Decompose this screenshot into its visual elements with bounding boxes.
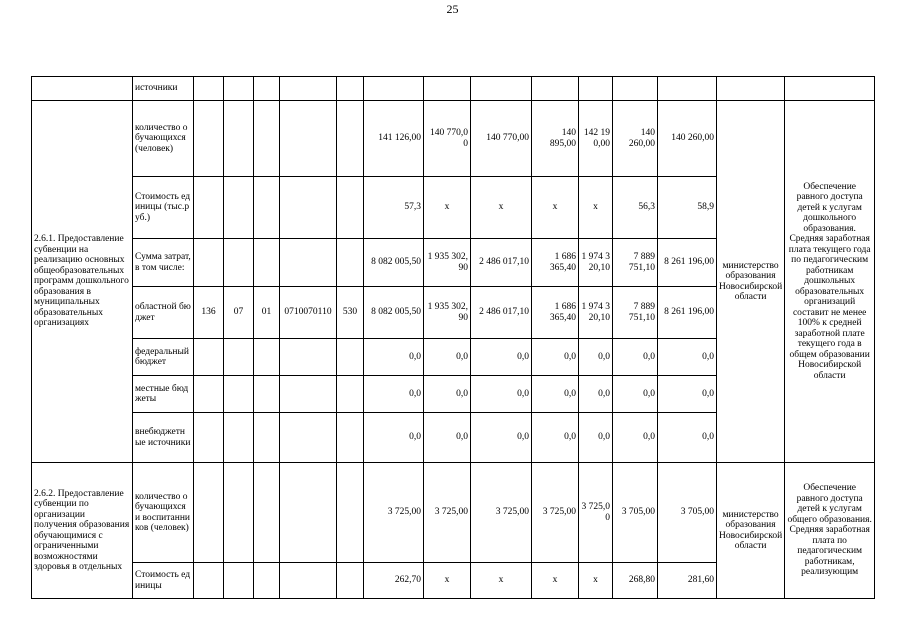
value-cell: 0,0 — [471, 376, 532, 413]
subsection-code-cell — [254, 339, 280, 376]
page-number: 25 — [446, 2, 459, 16]
subsection-code-cell — [254, 376, 280, 413]
value-cell: 1 974 320,10 — [579, 239, 613, 287]
value-cell: 0,0 — [613, 339, 658, 376]
value-cell: 0,0 — [613, 376, 658, 413]
value-cell: 1 974 320,10 — [579, 287, 613, 339]
section-code-cell — [224, 413, 254, 463]
value-cell — [785, 77, 875, 101]
value-cell: 1 935 302,90 — [424, 287, 471, 339]
gp-code-cell — [194, 177, 224, 239]
program-name-cell — [32, 77, 133, 101]
executor-cell: министерство образования Новосибирской области — [717, 101, 785, 463]
expense-type-cell — [337, 339, 364, 376]
value-cell — [717, 77, 785, 101]
value-cell: 3 725,00 — [364, 463, 424, 563]
value-cell — [194, 77, 224, 101]
indicator-cell: количество обучающихся (человек) — [133, 101, 194, 177]
value-cell: х — [532, 177, 579, 239]
table-row — [32, 101, 875, 177]
program-name-cell: 2.6.1. Предоставление субвенции на реализацию основных общеобразовательных программ дошкольного образования в муниципальных образовательных организациях — [32, 101, 133, 463]
gp-code-cell — [194, 339, 224, 376]
target-article-cell: 0710070110 — [280, 287, 337, 339]
value-cell: 140 895,00 — [532, 101, 579, 177]
value-cell: 0,0 — [658, 413, 717, 463]
value-cell — [224, 77, 254, 101]
value-cell: 281,60 — [658, 563, 717, 599]
indicator-cell: Стоимость единицы — [133, 563, 194, 599]
budget-table — [31, 76, 875, 599]
value-cell: 7 889 751,10 — [613, 287, 658, 339]
target-article-cell — [280, 563, 337, 599]
value-cell: 3 705,00 — [658, 463, 717, 563]
value-cell: 8 261 196,00 — [658, 287, 717, 339]
section-code-cell — [224, 463, 254, 563]
value-cell: 58,9 — [658, 177, 717, 239]
target-article-cell — [280, 413, 337, 463]
value-cell: 0,0 — [579, 376, 613, 413]
value-cell: 0,0 — [364, 339, 424, 376]
gp-code-cell — [194, 376, 224, 413]
section-code-cell — [224, 239, 254, 287]
target-article-cell — [280, 239, 337, 287]
value-cell: 0,0 — [471, 413, 532, 463]
value-cell: 0,0 — [471, 339, 532, 376]
section-code-cell — [224, 563, 254, 599]
value-cell: 2 486 017,10 — [471, 239, 532, 287]
value-cell: 262,70 — [364, 563, 424, 599]
expense-type-cell — [337, 177, 364, 239]
value-cell — [280, 77, 337, 101]
value-cell: 3 725,00 — [532, 463, 579, 563]
value-cell: 2 486 017,10 — [471, 287, 532, 339]
subsection-code-cell — [254, 177, 280, 239]
section-code-cell — [224, 339, 254, 376]
value-cell: 140 260,00 — [613, 101, 658, 177]
expense-type-cell — [337, 563, 364, 599]
value-cell — [254, 77, 280, 101]
value-cell: 142 190,00 — [579, 101, 613, 177]
subsection-code-cell — [254, 563, 280, 599]
indicator-cell: федеральный бюджет — [133, 339, 194, 376]
expense-type-cell — [337, 239, 364, 287]
value-cell: 1 686 365,40 — [532, 287, 579, 339]
value-cell: 8 082 005,50 — [364, 239, 424, 287]
value-cell: 8 261 196,00 — [658, 239, 717, 287]
value-cell: 0,0 — [658, 376, 717, 413]
value-cell: х — [471, 563, 532, 599]
expense-type-cell — [337, 413, 364, 463]
value-cell: 3 725,00 — [471, 463, 532, 563]
value-cell: 140 770,00 — [471, 101, 532, 177]
expense-type-cell — [337, 463, 364, 563]
value-cell: 0,0 — [424, 413, 471, 463]
expense-type-cell: 530 — [337, 287, 364, 339]
value-cell — [658, 77, 717, 101]
gp-code-cell — [194, 239, 224, 287]
value-cell: х — [579, 563, 613, 599]
gp-code-cell: 136 — [194, 287, 224, 339]
value-cell: 268,80 — [613, 563, 658, 599]
value-cell: х — [424, 177, 471, 239]
expense-type-cell — [337, 376, 364, 413]
value-cell: 0,0 — [613, 413, 658, 463]
gp-code-cell — [194, 101, 224, 177]
value-cell: х — [532, 563, 579, 599]
value-cell: 0,0 — [532, 376, 579, 413]
value-cell: 3 725,00 — [424, 463, 471, 563]
value-cell — [337, 77, 364, 101]
value-cell: х — [579, 177, 613, 239]
target-article-cell — [280, 177, 337, 239]
target-article-cell — [280, 376, 337, 413]
value-cell — [364, 77, 424, 101]
value-cell — [532, 77, 579, 101]
value-cell: 0,0 — [658, 339, 717, 376]
value-cell: 0,0 — [424, 339, 471, 376]
value-cell: 3 705,00 — [613, 463, 658, 563]
value-cell: 0,0 — [424, 376, 471, 413]
expected-result-cell: Обеспечение равного доступа детей к услугам дошкольного образования. Средняя заработная плата текущего года по педагогическим работникам дошкольных образовательных организаций составит не менее 100% к средней заработной плате текущего года в общем образовании Новосибирской области — [785, 101, 875, 463]
section-code-cell — [224, 177, 254, 239]
value-cell: х — [424, 563, 471, 599]
indicator-cell: Стоимость единицы (тыс.руб.) — [133, 177, 194, 239]
expense-type-cell — [337, 101, 364, 177]
value-cell: 56,3 — [613, 177, 658, 239]
subsection-code-cell: 01 — [254, 287, 280, 339]
value-cell: 1 935 302,90 — [424, 239, 471, 287]
indicator-cell: внебюджетные источники — [133, 413, 194, 463]
value-cell: 141 126,00 — [364, 101, 424, 177]
expected-result-cell: Обеспечение равного доступа детей к услугам общего образования. Средняя заработная плата по педагогическим работникам, реализующим — [785, 463, 875, 599]
indicator-cell: Сумма затрат, в том числе: — [133, 239, 194, 287]
value-cell: 3 725,00 — [579, 463, 613, 563]
executor-cell: министерство образования Новосибирской области — [717, 463, 785, 599]
indicator-cell: областной бюджет — [133, 287, 194, 339]
indicator-cell: местные бюджеты — [133, 376, 194, 413]
value-cell: 0,0 — [579, 339, 613, 376]
section-code-cell — [224, 101, 254, 177]
value-cell: 0,0 — [579, 413, 613, 463]
value-cell: 0,0 — [364, 413, 424, 463]
target-article-cell — [280, 339, 337, 376]
subsection-code-cell — [254, 239, 280, 287]
subsection-code-cell — [254, 101, 280, 177]
subsection-code-cell — [254, 413, 280, 463]
value-cell: 8 082 005,50 — [364, 287, 424, 339]
value-cell — [613, 77, 658, 101]
gp-code-cell — [194, 463, 224, 563]
indicator-cell: количество обучающихся и воспитанников (человек) — [133, 463, 194, 563]
value-cell: 0,0 — [532, 413, 579, 463]
gp-code-cell — [194, 563, 224, 599]
section-code-cell — [224, 376, 254, 413]
value-cell: 0,0 — [532, 339, 579, 376]
value-cell — [424, 77, 471, 101]
value-cell: 7 889 751,10 — [613, 239, 658, 287]
table-row — [32, 463, 875, 563]
value-cell: 140 260,00 — [658, 101, 717, 177]
value-cell: 140 770,00 — [424, 101, 471, 177]
value-cell — [471, 77, 532, 101]
section-code-cell: 07 — [224, 287, 254, 339]
indicator-cell: источники — [133, 77, 194, 101]
value-cell: х — [471, 177, 532, 239]
subsection-code-cell — [254, 463, 280, 563]
table-row — [32, 77, 875, 101]
value-cell — [579, 77, 613, 101]
target-article-cell — [280, 101, 337, 177]
program-name-cell: 2.6.2. Предоставление субвенции по организации получения образования обучающимися с ограниченными возможностями здоровья в отдельных — [32, 463, 133, 599]
gp-code-cell — [194, 413, 224, 463]
value-cell: 1 686 365,40 — [532, 239, 579, 287]
target-article-cell — [280, 463, 337, 563]
value-cell: 0,0 — [364, 376, 424, 413]
value-cell: 57,3 — [364, 177, 424, 239]
